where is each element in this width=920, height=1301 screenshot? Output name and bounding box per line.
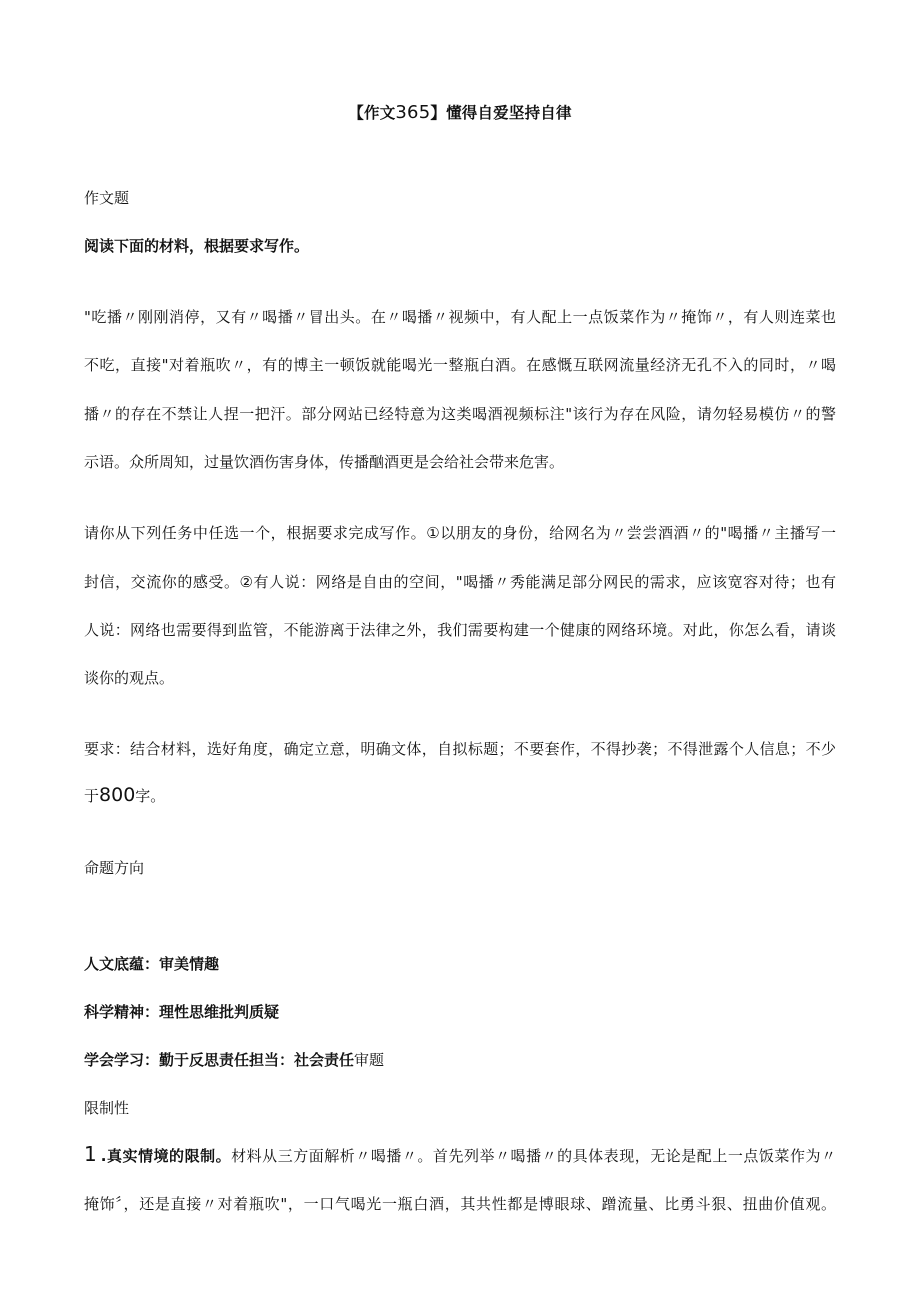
point-line: 掩饰〞，还是直接〃对着瓶吹"，一口气喝光一瓶白酒，其共性都是博眼球、蹭流量、比勇斗狠、扭曲价值观。	[84, 1195, 836, 1213]
task-line: 封信，交流你的感受。②有人说：网络是自由的空间，"喝播〃秀能满足部分网民的需求，应该宽容对待；也有	[84, 573, 836, 591]
requirement-line: 要求：结合材料，选好角度，确定立意，明确文体，自拟标题；不要套作，不得抄袭；不得泄露个人信息；不少	[84, 740, 836, 758]
direction-item	[84, 1049, 384, 1070]
task-line: 人说：网络也需要得到监管，不能游离于法律之外，我们需要构建一个健康的网络环境。对此，你怎么看，请谈	[84, 621, 836, 639]
document-title	[0, 101, 920, 123]
point-line	[84, 1142, 836, 1166]
direction-item-plain: 审题	[354, 1051, 385, 1069]
material-line: 播〃的存在不禁让人捏一把汗。部分网站已经特意为这类喝酒视频标注"该行为存在风险，请勿轻易模仿〃的警	[84, 405, 836, 423]
point-text: 材料从三方面解析〃喝播〃。首先列举〃喝播〃的具体表现，无论是配上一点饭菜作为〃	[231, 1147, 836, 1165]
section-heading-direction: 命题方向	[84, 859, 145, 877]
point-title: .真实情境的限制。	[100, 1147, 232, 1165]
instruction-text: 阅读下面的材料，根据要求写作。	[84, 237, 310, 255]
material-line: 示语。众所周知，过量饮酒伤害身体，传播酗酒更是会给社会带来危害。	[84, 453, 565, 471]
requirement-line-end	[84, 784, 165, 806]
requirement-number: 800	[99, 784, 136, 806]
section-heading-limit: 限制性	[84, 1099, 130, 1117]
direction-item: 科学精神：理性思维批判质疑	[84, 1003, 280, 1021]
material-line: "吃播〃刚刚消停，又有〃喝播〃冒出头。在〃喝播〃视频中，有人配上一点饭菜作为〃掩饰〃，有人则连菜也	[84, 308, 836, 326]
requirement-suffix: 字。	[135, 787, 166, 805]
task-line: 请你从下列任务中任选一个，根据要求完成写作。①以朋友的身份，给网名为〃尝尝酒酒〃的"喝播〃主播写一	[84, 524, 836, 542]
point-number: 1	[84, 1142, 97, 1166]
title-number: 365	[395, 102, 431, 123]
section-heading-topic: 作文题	[84, 189, 130, 207]
direction-item: 人文底蕴：审美情趣	[84, 955, 220, 973]
title-suffix: 】懂得自爱坚持自律	[430, 104, 572, 122]
task-line: 谈你的观点。	[84, 669, 175, 687]
title-prefix: 【作文	[348, 104, 396, 122]
material-line: 不吃，直接"对着瓶吹〃，有的博主一顿饭就能喝光一整瓶白酒。在感慨互联网流量经济无孔不入的同时，〃喝	[84, 356, 836, 374]
requirement-prefix: 于	[84, 787, 100, 805]
direction-item-bold: 学会学习：勤于反思责任担当：社会责任	[84, 1051, 355, 1069]
